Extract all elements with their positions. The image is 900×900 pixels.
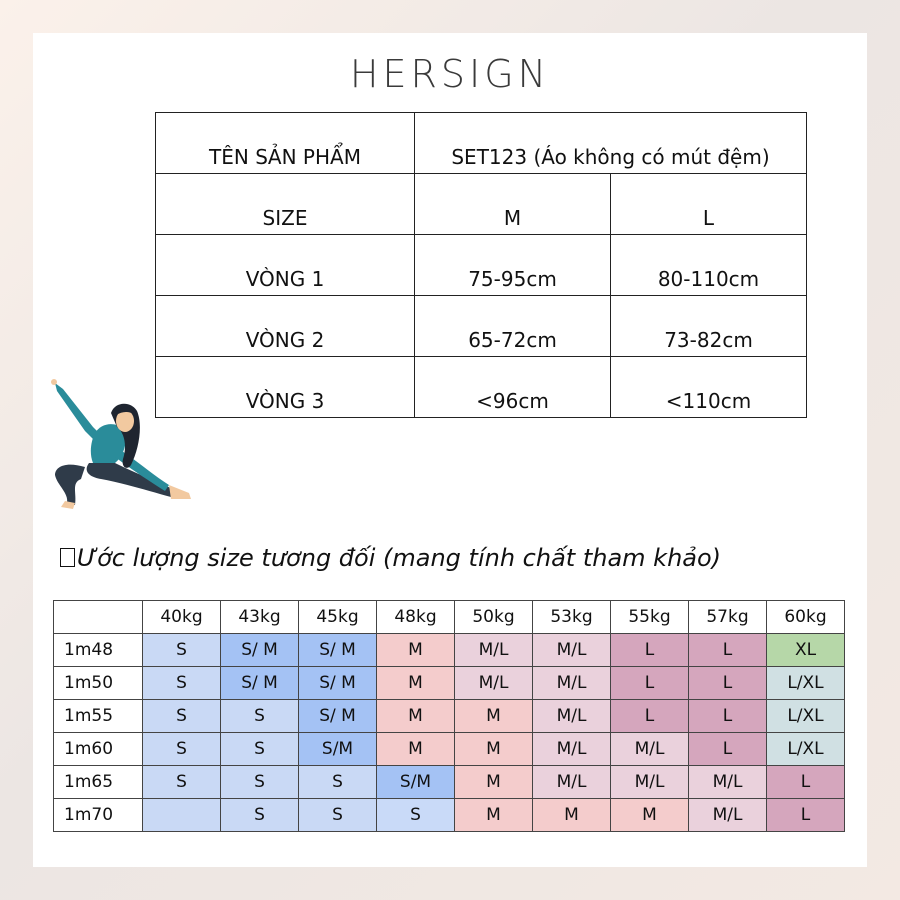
grid-row bbox=[54, 733, 845, 766]
size-cell: S bbox=[221, 700, 299, 733]
brand-logo: HERSIGN bbox=[349, 52, 551, 96]
weight-header: 45kg bbox=[299, 601, 377, 634]
size-cell: M bbox=[377, 667, 455, 700]
size-cell: XL bbox=[767, 634, 845, 667]
weight-header: 53kg bbox=[533, 601, 611, 634]
size-cell: M/L bbox=[533, 634, 611, 667]
size-cell: L/XL bbox=[767, 700, 845, 733]
weight-header: 50kg bbox=[455, 601, 533, 634]
size-cell: S/ M bbox=[299, 634, 377, 667]
estimate-title-text: Ước lượng size tương đối (mang tính chất tham khảo) bbox=[77, 544, 722, 572]
size-cell: S/M bbox=[299, 733, 377, 766]
weight-header: 43kg bbox=[221, 601, 299, 634]
size-cell: M bbox=[533, 799, 611, 832]
size-cell: S/ M bbox=[221, 634, 299, 667]
height-label: 1m70 bbox=[54, 799, 143, 832]
size-m: M bbox=[415, 174, 611, 235]
grid-row bbox=[54, 799, 845, 832]
measure-label: VÒNG 2 bbox=[156, 296, 415, 357]
product-label: TÊN SẢN PHẨM bbox=[156, 113, 415, 174]
size-cell: M bbox=[611, 799, 689, 832]
spec-row-vong2 bbox=[156, 296, 807, 357]
size-cell: M/L bbox=[533, 667, 611, 700]
size-cell: S/ M bbox=[299, 700, 377, 733]
size-cell: S/ M bbox=[299, 667, 377, 700]
size-cell: S bbox=[221, 766, 299, 799]
size-cell: S bbox=[143, 766, 221, 799]
grid-row bbox=[54, 700, 845, 733]
size-cell: L bbox=[689, 667, 767, 700]
grid-row bbox=[54, 766, 845, 799]
size-cell: M/L bbox=[533, 700, 611, 733]
product-spec-table bbox=[155, 112, 807, 418]
measure-label: VÒNG 1 bbox=[156, 235, 415, 296]
size-cell: L bbox=[689, 733, 767, 766]
size-cell: S bbox=[143, 700, 221, 733]
size-cell: L bbox=[611, 634, 689, 667]
measure-l: 73-82cm bbox=[611, 296, 807, 357]
measure-l: <110cm bbox=[611, 357, 807, 418]
spec-row-product bbox=[156, 113, 807, 174]
height-label: 1m48 bbox=[54, 634, 143, 667]
height-label: 1m60 bbox=[54, 733, 143, 766]
size-cell: L bbox=[767, 799, 845, 832]
grid-header-row bbox=[54, 601, 845, 634]
size-cell: M/L bbox=[455, 667, 533, 700]
weight-header: 57kg bbox=[689, 601, 767, 634]
grid-row bbox=[54, 634, 845, 667]
size-cell: S bbox=[299, 799, 377, 832]
size-cell: S bbox=[221, 799, 299, 832]
size-cell: M bbox=[377, 700, 455, 733]
height-label: 1m55 bbox=[54, 700, 143, 733]
spec-row-vong3 bbox=[156, 357, 807, 418]
size-cell: S bbox=[143, 634, 221, 667]
size-cell: M bbox=[455, 766, 533, 799]
weight-header: 40kg bbox=[143, 601, 221, 634]
size-estimate-grid bbox=[53, 600, 845, 832]
grid-row bbox=[54, 667, 845, 700]
spec-row-vong1 bbox=[156, 235, 807, 296]
size-cell bbox=[143, 799, 221, 832]
size-cell: L/XL bbox=[767, 667, 845, 700]
size-cell: M/L bbox=[533, 766, 611, 799]
size-cell: L bbox=[689, 634, 767, 667]
size-cell: M/L bbox=[611, 733, 689, 766]
estimate-title bbox=[60, 544, 850, 572]
size-cell: M bbox=[455, 700, 533, 733]
spec-row-size bbox=[156, 174, 807, 235]
size-label: SIZE bbox=[156, 174, 415, 235]
size-cell: S bbox=[143, 733, 221, 766]
size-cell: M bbox=[455, 733, 533, 766]
measure-l: 80-110cm bbox=[611, 235, 807, 296]
size-cell: L bbox=[611, 700, 689, 733]
size-cell: M/L bbox=[689, 766, 767, 799]
size-cell: S bbox=[143, 667, 221, 700]
size-cell: L bbox=[767, 766, 845, 799]
weight-header: 48kg bbox=[377, 601, 455, 634]
size-cell: M/L bbox=[533, 733, 611, 766]
size-cell: S bbox=[221, 733, 299, 766]
size-cell: M/L bbox=[689, 799, 767, 832]
size-cell: M/L bbox=[455, 634, 533, 667]
weight-header: 55kg bbox=[611, 601, 689, 634]
size-cell: L bbox=[689, 700, 767, 733]
size-cell: L/XL bbox=[767, 733, 845, 766]
size-l: L bbox=[611, 174, 807, 235]
size-cell: M/L bbox=[611, 766, 689, 799]
measure-m: <96cm bbox=[415, 357, 611, 418]
size-cell: M bbox=[377, 634, 455, 667]
measure-m: 65-72cm bbox=[415, 296, 611, 357]
size-cell: S bbox=[377, 799, 455, 832]
grid-corner bbox=[54, 601, 143, 634]
measure-label: VÒNG 3 bbox=[156, 357, 415, 418]
size-cell: L bbox=[611, 667, 689, 700]
measure-m: 75-95cm bbox=[415, 235, 611, 296]
checkbox-glyph-icon bbox=[60, 548, 75, 567]
yoga-illustration bbox=[45, 375, 200, 515]
height-label: 1m65 bbox=[54, 766, 143, 799]
size-cell: S/ M bbox=[221, 667, 299, 700]
size-cell: M bbox=[455, 799, 533, 832]
weight-header: 60kg bbox=[767, 601, 845, 634]
height-label: 1m50 bbox=[54, 667, 143, 700]
product-name: SET123 (Áo không có mút đệm) bbox=[415, 113, 807, 174]
size-cell: S/M bbox=[377, 766, 455, 799]
size-cell: S bbox=[299, 766, 377, 799]
size-cell: M bbox=[377, 733, 455, 766]
